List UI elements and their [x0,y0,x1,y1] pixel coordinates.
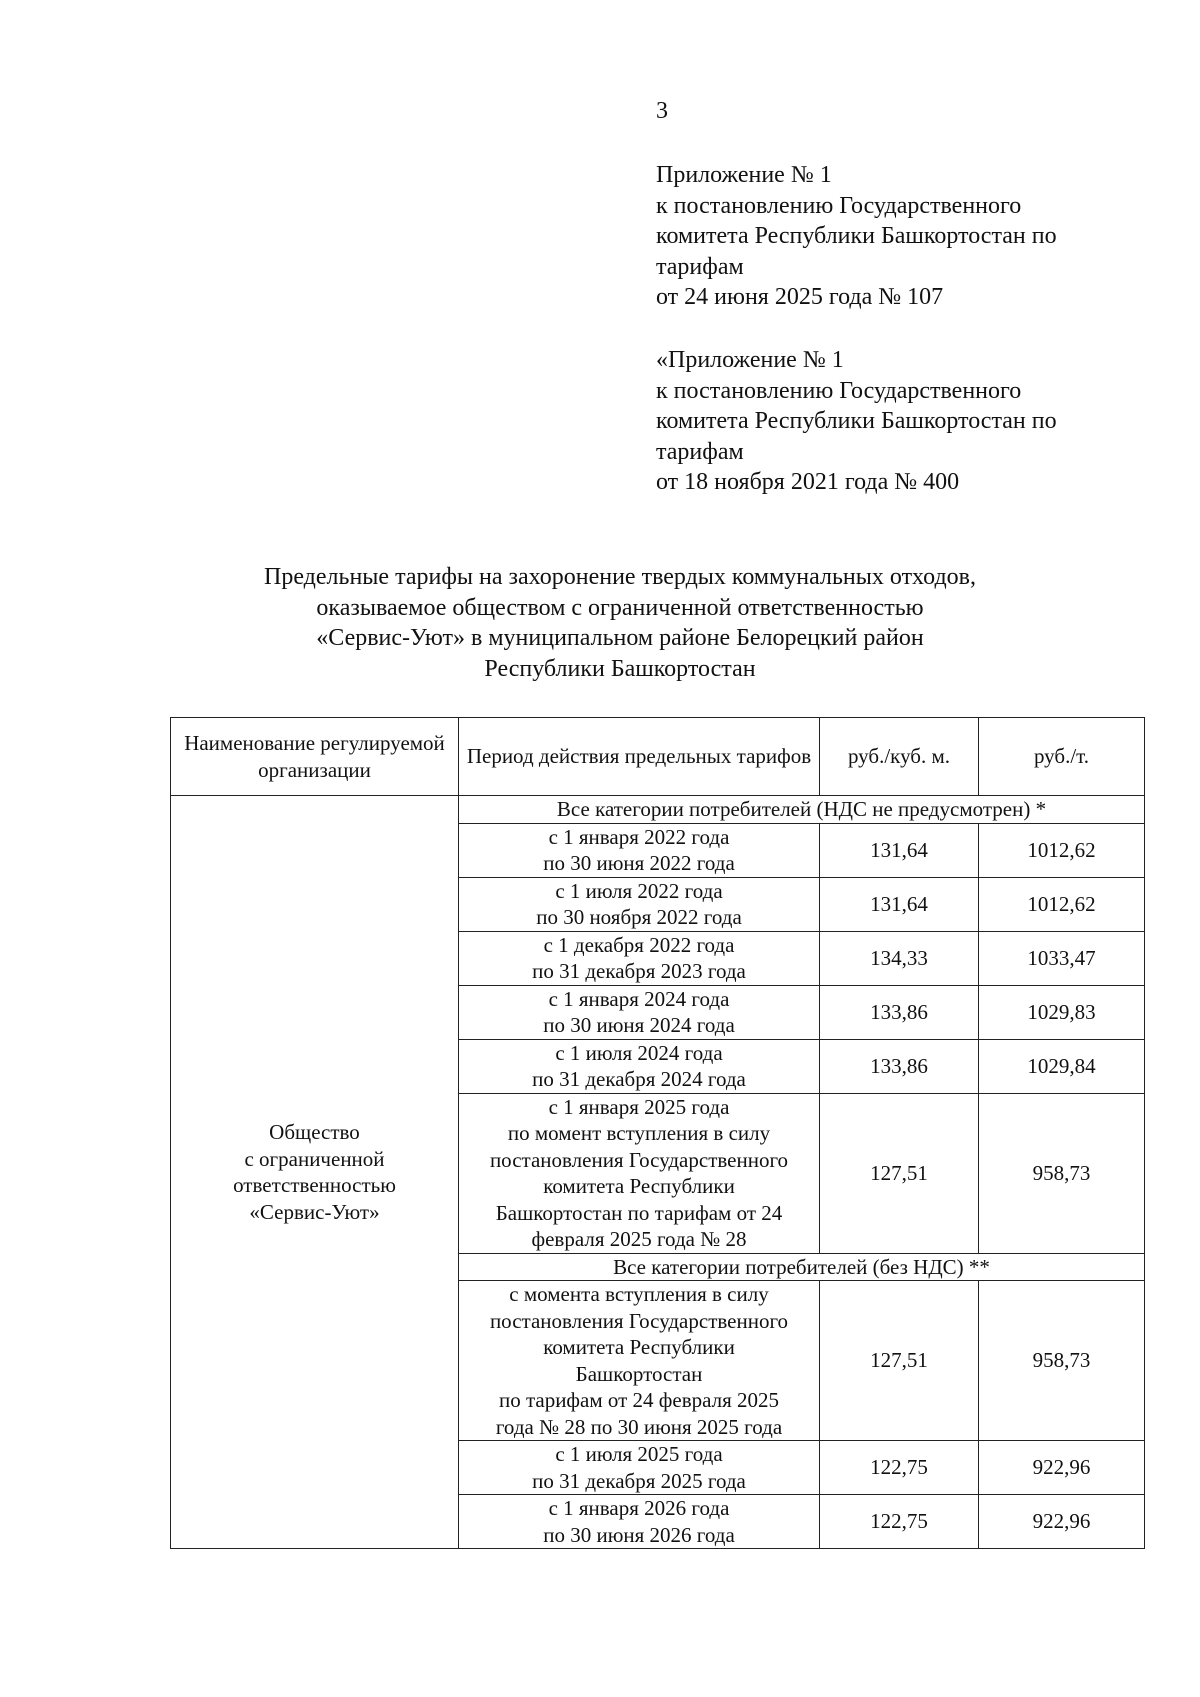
title-line: Республики Башкортостан [484,655,756,682]
appendix-line: тарифам [656,438,744,465]
rub-per-m3-cell: 127,51 [820,1093,979,1253]
rub-per-ton-cell: 1012,62 [979,823,1145,877]
category-label: Все категории потребителей (без НДС) ** [459,1253,1145,1281]
rub-per-m3-cell: 131,64 [820,877,979,931]
period-cell: с 1 января 2024 года по 30 июня 2024 года [459,985,820,1039]
appendix-line: комитета Республики Башкортостан по [656,408,1057,434]
rub-per-m3-cell: 134,33 [820,931,979,985]
appendix-line: «Приложение № 1 [656,347,844,373]
period-cell: с 1 июля 2025 года по 31 декабря 2025 года [459,1441,820,1495]
header-period: Период действия предельных тарифов [459,718,820,796]
rub-per-m3-cell: 122,75 [820,1441,979,1495]
rub-per-ton-cell: 1029,83 [979,985,1145,1039]
rub-per-m3-cell: 122,75 [820,1495,979,1549]
title-line: «Сервис-Уют» в муниципальном районе Белорецкий район [316,625,924,651]
category-row [171,796,1145,824]
appendix-header-original [656,345,1126,498]
appendix-line: к постановлению Государственного [656,377,1022,404]
rub-per-ton-cell: 958,73 [979,1281,1145,1441]
header-rub-per-m3: руб./куб. м. [820,718,979,796]
period-cell: с момента вступления в силу постановления Государственного комитета Республики Башкортостан по тарифам от 24 февраля 2025 года № 28 по 30 июня 2025 года [459,1281,820,1441]
period-cell: с 1 января 2026 года по 30 июня 2026 года [459,1495,820,1549]
title-line: оказываемое обществом с ограниченной ответственностью [316,594,924,621]
tariff-table [170,717,1145,1549]
header-organization: Наименование регулируемой организации [171,718,459,796]
rub-per-m3-cell: 133,86 [820,985,979,1039]
period-cell: с 1 июля 2022 года по 30 ноября 2022 года [459,877,820,931]
rub-per-m3-cell: 131,64 [820,823,979,877]
period-cell: с 1 января 2025 года по момент вступления в силу постановления Государственного комитета Республики Башкортостан по тарифам от 24 февраля 2025 года № 28 [459,1093,820,1253]
document-title [170,562,1070,684]
rub-per-ton-cell: 922,96 [979,1495,1145,1549]
period-cell: с 1 июля 2024 года по 31 декабря 2024 года [459,1039,820,1093]
rub-per-ton-cell: 922,96 [979,1441,1145,1495]
appendix-line: к постановлению Государственного [656,192,1022,219]
title-line: Предельные тарифы на захоронение твердых коммунальных отходов, [264,564,976,590]
rub-per-m3-cell: 133,86 [820,1039,979,1093]
appendix-line: от 24 июня 2025 года № 107 [656,284,944,310]
organization-cell: Общество с ограниченной ответственностью «Сервис-Уют» [171,796,459,1549]
table-header-row [171,718,1145,796]
appendix-line: от 18 ноября 2021 года № 400 [656,469,960,495]
rub-per-ton-cell: 1012,62 [979,877,1145,931]
header-rub-per-ton: руб./т. [979,718,1145,796]
appendix-line: Приложение № 1 [656,162,832,188]
rub-per-ton-cell: 958,73 [979,1093,1145,1253]
appendix-header-current [656,160,1126,313]
category-label: Все категории потребителей (НДС не предусмотрен) * [459,796,1145,824]
rub-per-ton-cell: 1033,47 [979,931,1145,985]
period-cell: с 1 декабря 2022 года по 31 декабря 2023 года [459,931,820,985]
page-number: 3 [656,98,668,124]
appendix-line: комитета Республики Башкортостан по [656,223,1057,249]
rub-per-m3-cell: 127,51 [820,1281,979,1441]
rub-per-ton-cell: 1029,84 [979,1039,1145,1093]
period-cell: с 1 января 2022 года по 30 июня 2022 года [459,823,820,877]
appendix-line: тарифам [656,253,744,280]
